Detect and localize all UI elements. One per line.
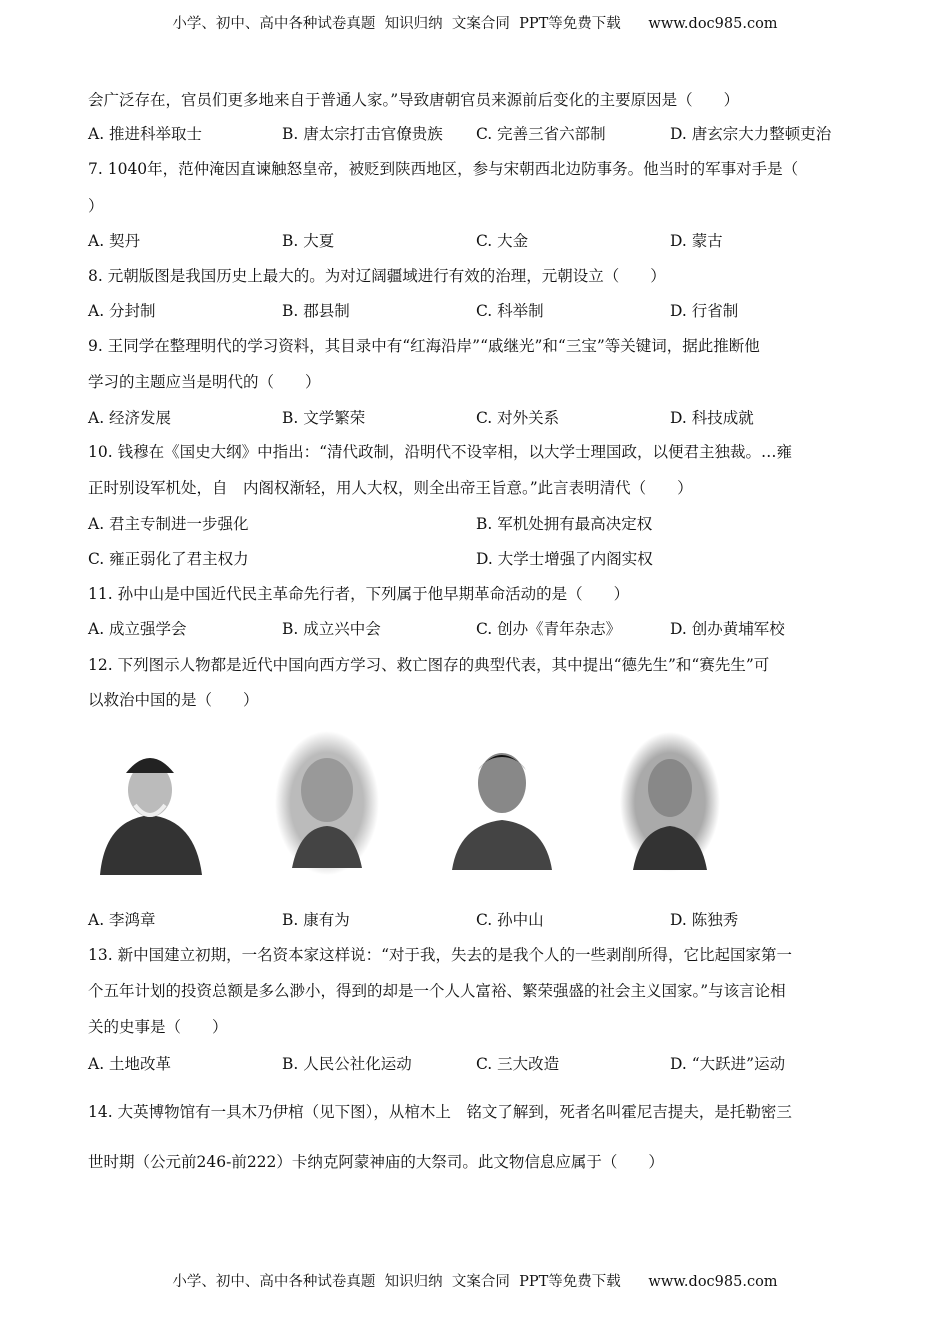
q7-option-b: B. 大夏 — [282, 232, 335, 250]
q10-option-c: C. 雍正弱化了君主权力 — [88, 550, 249, 568]
q12-line: 以救治中国的是（ ） — [88, 691, 259, 709]
q8-option-d: D. 行省制 — [670, 302, 739, 320]
q12-option-a: A. 李鸿章 — [88, 911, 156, 929]
q12-option-c: C. 孙中山 — [476, 911, 544, 929]
portrait-sun-yatsen — [447, 735, 557, 870]
q9-line: 9. 王同学在整理明代的学习资料，其目录中有“红海沿岸”“戚继光”和“三宝”等关键词，据此推断他 — [88, 337, 760, 355]
q8-option-c: C. 科举制 — [476, 302, 544, 320]
q6-option-a: A. 推进科举取士 — [88, 125, 203, 143]
q6-option-c: C. 完善三省六部制 — [476, 125, 606, 143]
q13-option-b: B. 人民公社化运动 — [282, 1055, 412, 1073]
q13-option-c: C. 三大改造 — [476, 1055, 560, 1073]
q11-line: 11. 孙中山是中国近代民主革命先行者，下列属于他早期革命活动的是（ ） — [88, 585, 630, 603]
q7-option-a: A. 契丹 — [88, 232, 141, 250]
q11-option-c: C. 创办《青年杂志》 — [476, 620, 622, 638]
q7-line: 7. 1040年，范仲淹因直谏触怒皇帝，被贬到陕西地区，参与宋朝西北边防事务。他当时的军事对手是（ — [88, 160, 799, 178]
portrait-chen-duxiu — [615, 730, 725, 875]
portrait-kang-youwei — [272, 728, 382, 878]
q13-line: 个五年计划的投资总额是多么渺小，得到的却是一个人人富裕、繁荣强盛的社会主义国家。”与该言论相 — [88, 982, 786, 1000]
q7-option-d: D. 蒙古 — [670, 232, 723, 250]
q10-line: 正时别设军机处，自 内阁权渐轻，用人大权，则全出帝王旨意。”此言表明清代（ ） — [88, 479, 693, 497]
q12-line: 12. 下列图示人物都是近代中国向西方学习、救亡图存的典型代表，其中提出“德先生”和“赛先生”可 — [88, 656, 770, 674]
page-footer: 小学、初中、高中各种试卷真题 知识归纳 文案合同 PPT等免费下载 www.doc985.com — [172, 1274, 778, 1290]
q10-option-d: D. 大学士增强了内阁实权 — [476, 550, 653, 568]
q9-option-c: C. 对外关系 — [476, 409, 560, 427]
q7-line: ） — [88, 197, 104, 215]
q6-option-b: B. 唐太宗打击官僚贵族 — [282, 125, 443, 143]
q13-option-a: A. 土地改革 — [88, 1055, 172, 1073]
q13-line: 13. 新中国建立初期，一名资本家这样说：“对于我，失去的是我个人的一些剥削所得，它比起国家第一 — [88, 946, 793, 964]
q12-option-b: B. 康有为 — [282, 911, 350, 929]
page-header: 小学、初中、高中各种试卷真题 知识归纳 文案合同 PPT等免费下载 www.doc985.com — [172, 16, 778, 32]
portrait-li-hongzhang — [90, 735, 210, 875]
q6-option-d: D. 唐玄宗大力整顿吏治 — [670, 125, 832, 143]
q9-option-a: A. 经济发展 — [88, 409, 172, 427]
q13-option-d: D. “大跃进”运动 — [670, 1055, 786, 1073]
q9-option-d: D. 科技成就 — [670, 409, 754, 427]
q8-option-b: B. 郡县制 — [282, 302, 350, 320]
q9-line: 学习的主题应当是明代的（ ） — [88, 373, 321, 391]
q13-line: 关的史事是（ ） — [88, 1018, 228, 1036]
q10-line: 10. 钱穆在《国史大纲》中指出：“清代政制，沿明代不设宰相，以大学士理国政，以便君主独裁。…雍 — [88, 443, 793, 461]
q7-option-c: C. 大金 — [476, 232, 529, 250]
q8-line: 8. 元朝版图是我国历史上最大的。为对辽阔疆域进行有效的治理，元朝设立（ ） — [88, 267, 666, 285]
q8-option-a: A. 分封制 — [88, 302, 156, 320]
q10-option-b: B. 军机处拥有最高决定权 — [476, 515, 653, 533]
q11-option-d: D. 创办黄埔军校 — [670, 620, 785, 638]
q9-option-b: B. 文学繁荣 — [282, 409, 366, 427]
q10-option-a: A. 君主专制进一步强化 — [88, 515, 249, 533]
q12-option-d: D. 陈独秀 — [670, 911, 739, 929]
q14-line: 世时期（公元前246-前222）卡纳克阿蒙神庙的大祭司。此文物信息应属于（ ） — [88, 1153, 664, 1171]
q11-option-a: A. 成立强学会 — [88, 620, 187, 638]
q6-line: 会广泛存在，官员们更多地来自于普通人家。”导致唐朝官员来源前后变化的主要原因是（ ） — [88, 91, 740, 109]
q11-option-b: B. 成立兴中会 — [282, 620, 381, 638]
q14-line: 14. 大英博物馆有一具木乃伊棺（见下图），从棺木上 铭文了解到，死者名叫霍尼吉提夫，是托勒密三 — [88, 1103, 792, 1121]
